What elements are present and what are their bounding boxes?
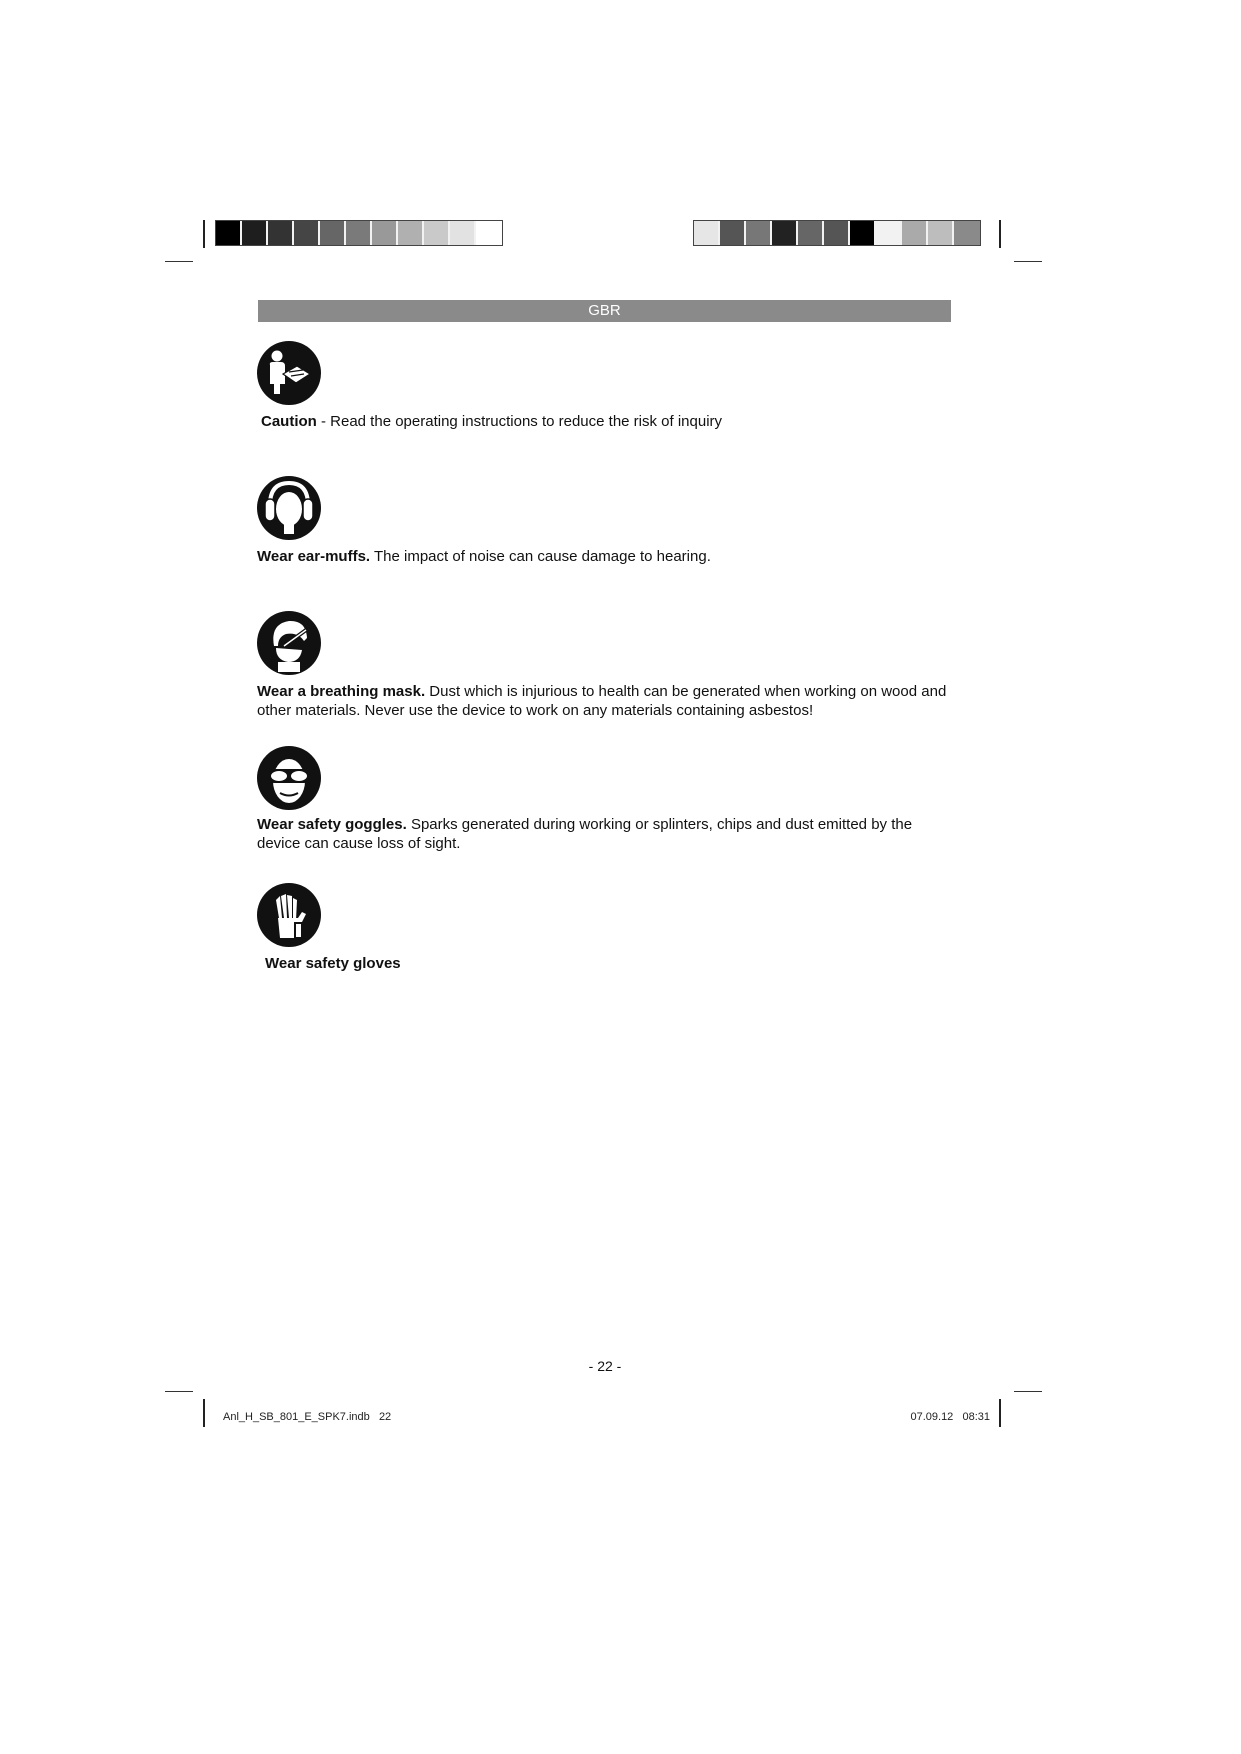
language-header-bar (258, 300, 951, 322)
color-calibration-bar-left (215, 220, 503, 246)
safety-goggles-text: Sparks generated during working or splinters, chips and dust emitted by the device can cause loss of sight. (257, 816, 913, 852)
crop-line-bottom-left (165, 1391, 193, 1392)
color-swatch (424, 221, 450, 245)
crop-mark-top-right (999, 220, 1001, 248)
safety-goggles-paragraph (257, 815, 957, 853)
color-swatch (902, 221, 928, 245)
color-swatch (294, 221, 320, 245)
caution-paragraph (261, 412, 961, 431)
caution-text: - Read the operating instructions to reduce the risk of inquiry (316, 413, 723, 430)
color-swatch (850, 221, 876, 245)
color-swatch (372, 221, 398, 245)
color-swatch (242, 221, 268, 245)
crop-mark-bottom-left (203, 1399, 205, 1427)
color-swatch (398, 221, 424, 245)
breathing-mask-paragraph (257, 682, 957, 720)
color-swatch (450, 221, 476, 245)
color-swatch (928, 221, 954, 245)
color-swatch (798, 221, 824, 245)
ear-muffs-icon (256, 475, 322, 541)
safety-gloves-paragraph (265, 954, 965, 973)
safety-goggles-icon (256, 745, 322, 811)
color-swatch (216, 221, 242, 245)
caution-label: Caution (261, 413, 317, 430)
color-swatch (746, 221, 772, 245)
breathing-mask-icon (256, 610, 322, 676)
breathing-mask-text: Dust which is injurious to health can be generated when working on wood and other materials. Never use the device to work on any materials containing asbestos! (257, 683, 947, 719)
ear-muffs-paragraph (257, 547, 957, 566)
crop-mark-bottom-right (999, 1399, 1001, 1427)
color-swatch (268, 221, 294, 245)
ear-muffs-text: The impact of noise can cause damage to hearing. (370, 548, 711, 565)
crop-mark-top-left (203, 220, 205, 248)
crop-line-top-left (165, 261, 193, 262)
footer-file-info: Anl_H_SB_801_E_SPK7.indb 22 (223, 1411, 392, 1423)
color-swatch (720, 221, 746, 245)
crop-line-bottom-right (1014, 1391, 1042, 1392)
color-swatch (824, 221, 850, 245)
color-swatch (346, 221, 372, 245)
color-swatch (876, 221, 902, 245)
page-number: - 22 - (588, 1358, 622, 1374)
color-swatch (320, 221, 346, 245)
color-swatch (954, 221, 980, 245)
breathing-mask-label: Wear a breathing mask. (257, 683, 426, 700)
language-label: GBR (588, 302, 621, 319)
safety-gloves-icon (256, 882, 322, 948)
safety-goggles-label: Wear safety goggles. (257, 816, 407, 833)
footer-datetime: 07.09.12 08:31 (910, 1411, 990, 1423)
color-calibration-bar-right (693, 220, 981, 246)
ear-muffs-label: Wear ear-muffs. (257, 548, 371, 565)
color-swatch (694, 221, 720, 245)
safety-gloves-label: Wear safety gloves (265, 955, 401, 972)
crop-line-top-right (1014, 261, 1042, 262)
color-swatch (772, 221, 798, 245)
read-manual-icon (256, 340, 322, 406)
color-swatch (476, 221, 502, 245)
